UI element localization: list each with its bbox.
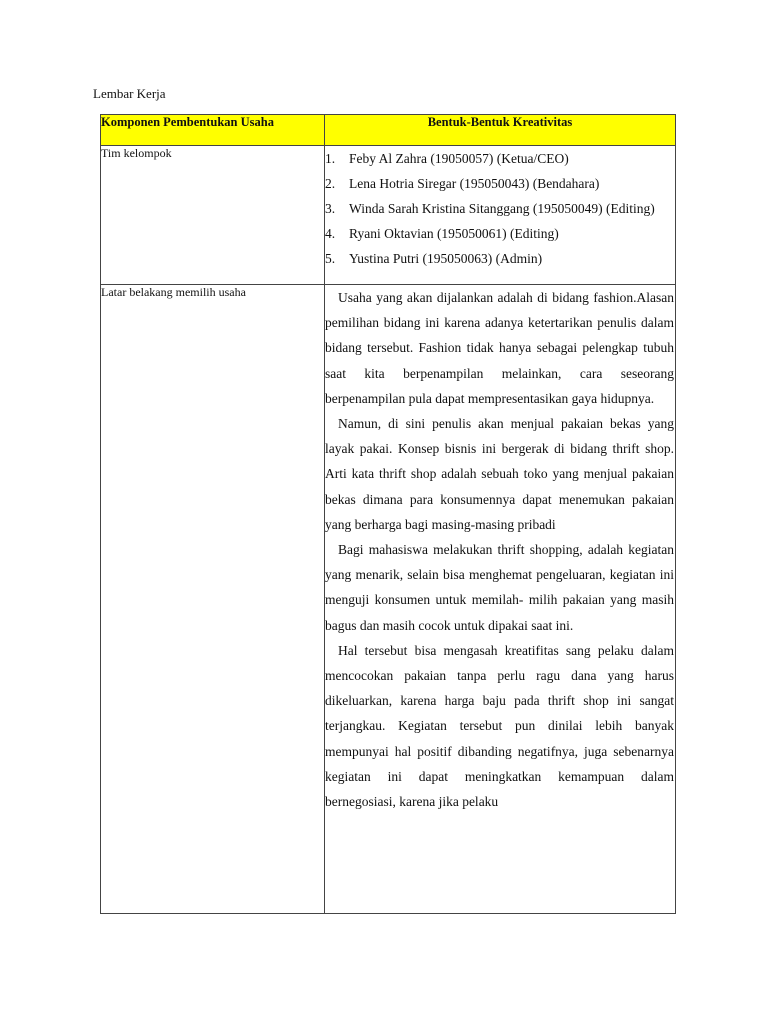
team-row — [101, 146, 676, 285]
paragraph: Namun, di sini penulis akan menjual pakaian bekas yang layak pakai. Konsep bisnis ini bergerak di bidang thrift shop. Arti kata thrift shop adalah sebuah toko yang menjual pakaian bekas dimana para konsumennya dapat menemukan pakaian yang berharga bagi masing-masing pribadi — [325, 416, 674, 532]
list-number: 4. — [325, 226, 336, 241]
worksheet-table — [100, 114, 676, 914]
list-number: 2. — [325, 176, 336, 191]
member-text: Winda Sarah Kristina Sitanggang (195050049) (Editing) — [349, 201, 655, 216]
header-creativity: Bentuk-Bentuk Kreativitas — [325, 115, 676, 146]
list-number: 3. — [325, 201, 336, 216]
paragraph: Hal tersebut bisa mengasah kreatifitas sang pelaku dalam mencocokan pakaian tanpa perlu ragu dana yang harus dikeluarkan, karena harga baju pada thrift shop ini sangat terjangkau. Kegiatan tersebut pun dinilai lebih banyak mempunyai hal positif dibanding negatifnya, juga sebenarnya kegiatan ini dapat meningkatkan kemampuan dalam bernegosiasi, karena jika pelaku — [325, 642, 674, 810]
member-text: Yustina Putri (195050063) (Admin) — [349, 251, 543, 266]
list-number: 1. — [325, 151, 336, 166]
paragraph: Usaha yang akan dijalankan adalah di bidang fashion.Alasan pemilihan bidang ini karena adanya ketertarikan penulis dalam bidang tersebut. Fashion tidak hanya sebagai pelengkap tubuh saat kita berpenampilan melainkan, cara seseorang berpenampilan pula dapat mempresentasikan gaya hidupnya. — [325, 290, 674, 406]
background-label: Latar belakang memilih usaha — [101, 285, 325, 914]
background-row — [101, 285, 676, 914]
header-row — [101, 115, 676, 146]
paragraph: Bagi mahasiswa melakukan thrift shopping, adalah kegiatan yang menarik, selain bisa menghemat pengeluaran, kegiatan ini menguji konsumen untuk memilah- milih pakaian yang masih bagus dan masih cocok untuk dipakai saat ini. — [325, 542, 674, 633]
team-label: Tim kelompok — [101, 146, 325, 285]
list-item — [325, 146, 675, 171]
list-number: 5. — [325, 251, 336, 266]
list-item — [325, 196, 675, 221]
list-item — [325, 246, 675, 271]
member-text: Feby Al Zahra (19050057) (Ketua/CEO) — [349, 151, 569, 166]
list-item — [325, 171, 675, 196]
document-title: Lembar Kerja — [93, 86, 166, 101]
member-text: Lena Hotria Siregar (195050043) (Bendahara) — [349, 176, 600, 191]
background-text-cell — [325, 285, 676, 914]
team-members-cell — [325, 146, 676, 285]
header-component: Komponen Pembentukan Usaha — [101, 115, 325, 146]
team-members-list — [325, 146, 675, 271]
member-text: Ryani Oktavian (195050061) (Editing) — [349, 226, 559, 241]
list-item — [325, 221, 675, 246]
